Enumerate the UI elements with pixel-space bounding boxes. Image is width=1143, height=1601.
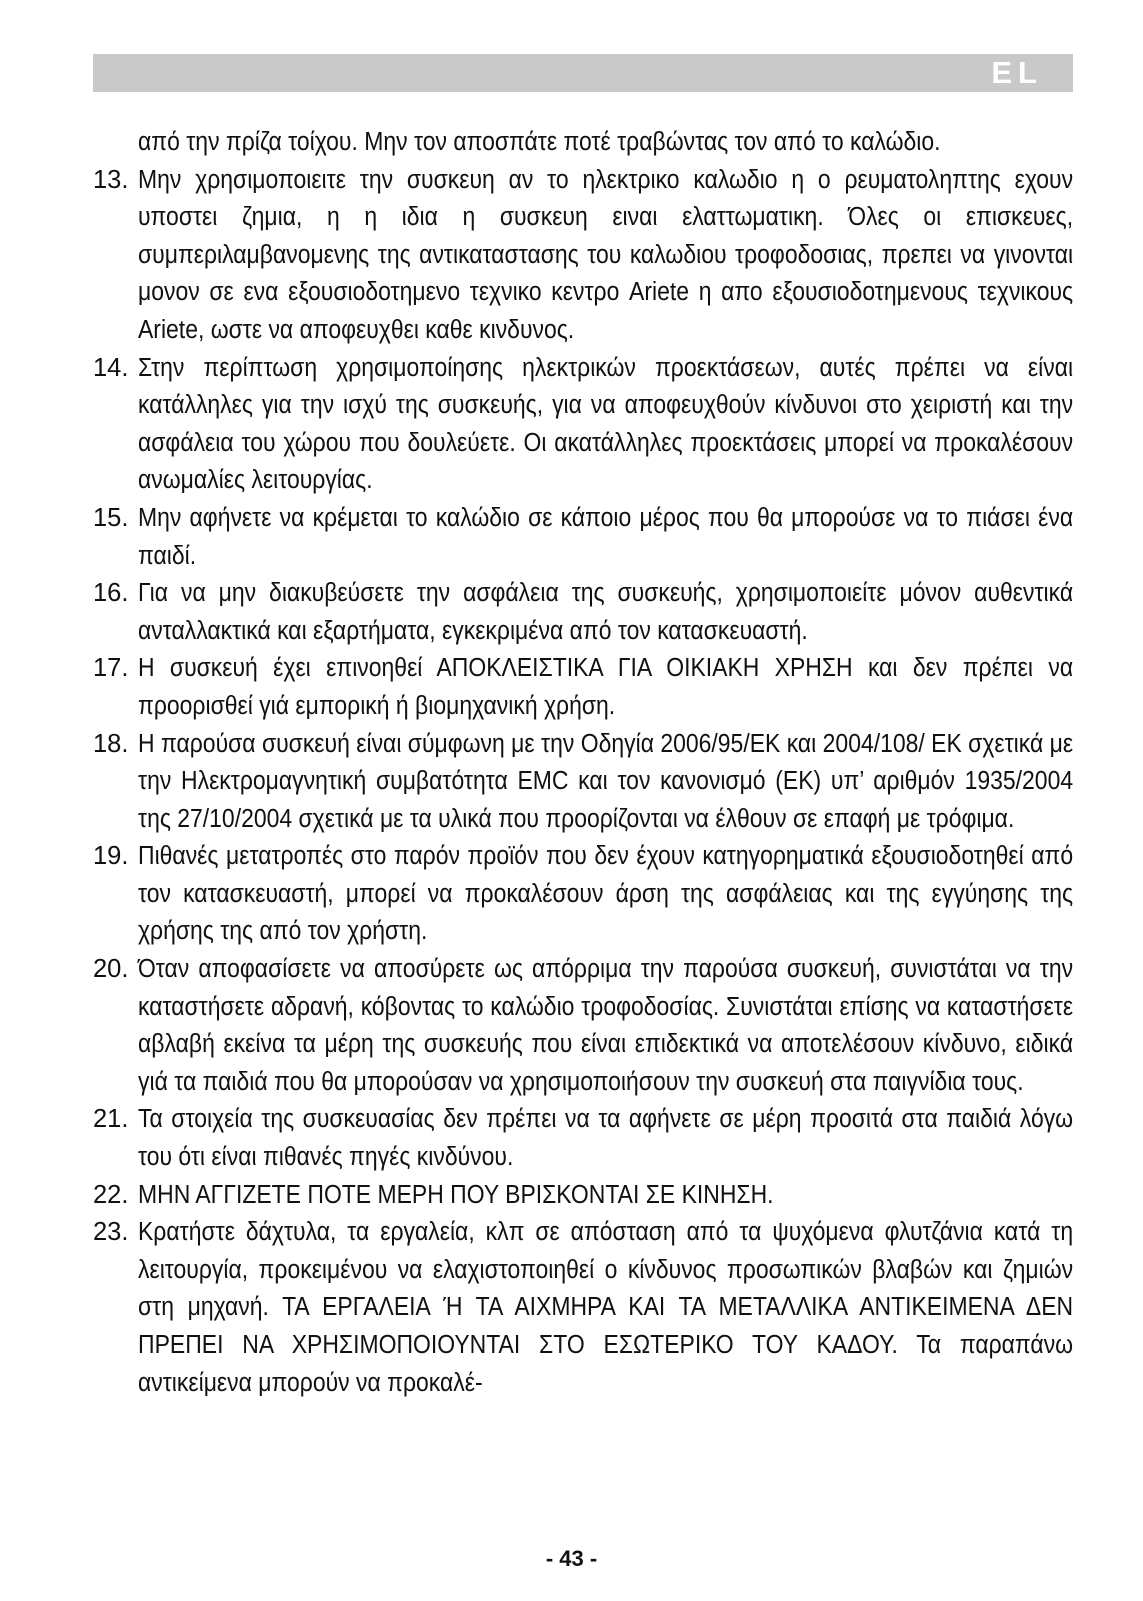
item-text: Όταν αποφασίσετε να αποσύρετε ως απόρριμα την παρούσα συσκευή, συνιστάται να την καταστήσετε αδρανή, κόβοντας το καλώδιο τροφοδοσίας. Συνιστάται επίσης να καταστήσετε αβλαβή εκείνα τα μέρη της συσκευής που είναι επιδεκτικά να αποτελέσουν κίνδυνο, ειδικά γιά τα παιδιά που θα μπορούσαν να χρησιμοποιήσουν την συσκευή στα παιγνίδια τους. [138,955,1074,1096]
item-text: Πιθανές μετατροπές στο παρόν προϊόν που δεν έχουν κατηγορηματικά εξουσιοδοτηθεί από τον κατασκευαστή, μπορεί να προκαλέσουν άρση της ασφάλειας και της εγγύησης της χρήσης της από τον χρήστη. [138,842,1074,946]
list-item-18 [93,726,1073,839]
language-header-bar [93,54,1073,92]
item-number: 21. [93,1105,129,1134]
list-item-20 [93,951,1073,1101]
item-text: Η συσκευή έχει επινοηθεί ΑΠΟΚΛΕΙΣΤΙΚΑ ΓΙΑ ΟΙΚΙΑΚΗ ΧΡΗΣΗ και δεν πρέπει να προορισθεί γιά εμπορική ή βιομηχανική χρήση. [138,654,1074,720]
list-item-16 [93,575,1073,650]
item-number: 23. [93,1218,129,1247]
item-text: Μην αφήνετε να κρέμεται το καλώδιο σε κάποιο μέρος που θα μπορούσε να το πιάσει ένα παιδί. [138,503,1074,570]
list-item-15 [93,500,1073,575]
item-number: 13. [93,165,129,194]
page-number: - 43 - [545,1546,598,1571]
item-number: 16. [93,579,129,608]
safety-instructions-list [93,124,1073,1402]
continuation-paragraph: από την πρίζα τοίχου. Μην τον αποσπάτε ποτέ τραβώντας τον από το καλώδιο. [138,128,941,156]
item-text: Τα στοιχεία της συσκευασίας δεν πρέπει να τα αφήνετε σε μέρη προσιτά στα παιδιά λόγω του ότι είναι πιθανές πηγές κινδύνου. [138,1105,1074,1172]
item-number: 19. [93,842,129,871]
list-item-21 [93,1101,1073,1176]
list-item-22 [93,1177,1073,1215]
item-text: Κρατήστε δάχτυλα, τα εργαλεία, κλπ σε απόσταση από τα ψυχόμενα φλυτζάνια κατά τη λειτουργία, προκειμένου να ελαχιστοποιηθεί ο κίνδυνος προσωπικών βλαβών και ζημιών στη μηχανή. ΤΑ ΕΡΓΑΛΕΙΑ Ή ΤΑ ΑΙΧΜΗΡΑ ΚΑΙ ΤΑ ΜΕΤΑΛΛΙΚΑ ΑΝΤΙΚΕΙΜΕΝΑ ΔΕΝ ΠΡΕΠΕΙ ΝΑ ΧΡΗΣΙΜΟΠΟΙΟΥΝΤΑΙ ΣΤΟ ΕΣΩΤΕΡΙΚΟ ΤΟΥ ΚΑΔΟΥ. Τα παραπάνω αντικείμενα μπορούν να προκαλέ- [138,1218,1074,1397]
list-item-23 [93,1214,1073,1402]
item-number: 20. [93,955,129,984]
item-number: 22. [93,1180,129,1209]
language-code: EL [991,55,1043,90]
list-item-17 [93,650,1073,725]
item-text: Στην περίπτωση χρησιμοποίησης ηλεκτρικών προεκτάσεων, αυτές πρέπει να είναι κατάλληλες για την ισχύ της συσκευής, για να αποφευχθούν κίνδυνοι στο χειριστή και την ασφάλεια του χώρου που δουλεύετε. Οι ακατάλληλες προεκτάσεις μπορεί να προκαλέσουν ανωμαλίες λειτουργίας. [138,353,1074,495]
list-item-19 [93,838,1073,951]
item-text: ΜΗΝ ΑΓΓΙΖΕΤΕ ΠΟΤΕ ΜΕΡΗ ΠΟΥ ΒΡΙΣΚΟΝΤΑΙ ΣΕ ΚΙΝΗΣΗ. [138,1180,774,1209]
item-number: 18. [93,729,129,758]
item-text: Για να μην διακυβεύσετε την ασφάλεια της συσκευής, χρησιμοποιείτε μόνον αυθεντικά ανταλλακτικά και εξαρτήματα, εγκεκριμένα από τον κατασκευαστή. [138,579,1074,645]
item-number: 15. [93,503,129,532]
item-number: 14. [93,353,129,382]
list-item-14 [93,350,1073,500]
item-number: 17. [93,654,129,683]
item-text: Μην χρησιμοποιειτε την συσκευη αν το ηλεκτρικο καλωδιο η ο ρευματοληπτης εχουν υποστει ζημια, η η ιδια η συσκευη ειναι ελαττωματικη. Όλες οι επισκευες, συμπεριλαμβανομενης της αντικαταστασης του καλωδιου τροφοδοσιας, πρεπει να γινονται μονον σε ενα εξουσιοδοτημενο τεχνικο κεντρο Ariete η απο εξουσιοδοτημενους τεχνικους Ariete, ωστε να αποφευχθει καθε κινδυνος. [138,165,1074,344]
list-item-13 [93,162,1073,350]
item-text: Η παρούσα συσκευή είναι σύμφωνη με την Οδηγία 2006/95/ΕΚ και 2004/108/ ΕΚ σχετικά με την Ηλεκτρομαγνητική συμβατότητα EMC και τον κανονισμό (ΕΚ) υπ’ αριθμόν 1935/2004 της 27/10/2004 σχετικά με τα υλικά που προορίζονται να έλθουν σε επαφή με τρόφιμα. [138,729,1074,833]
